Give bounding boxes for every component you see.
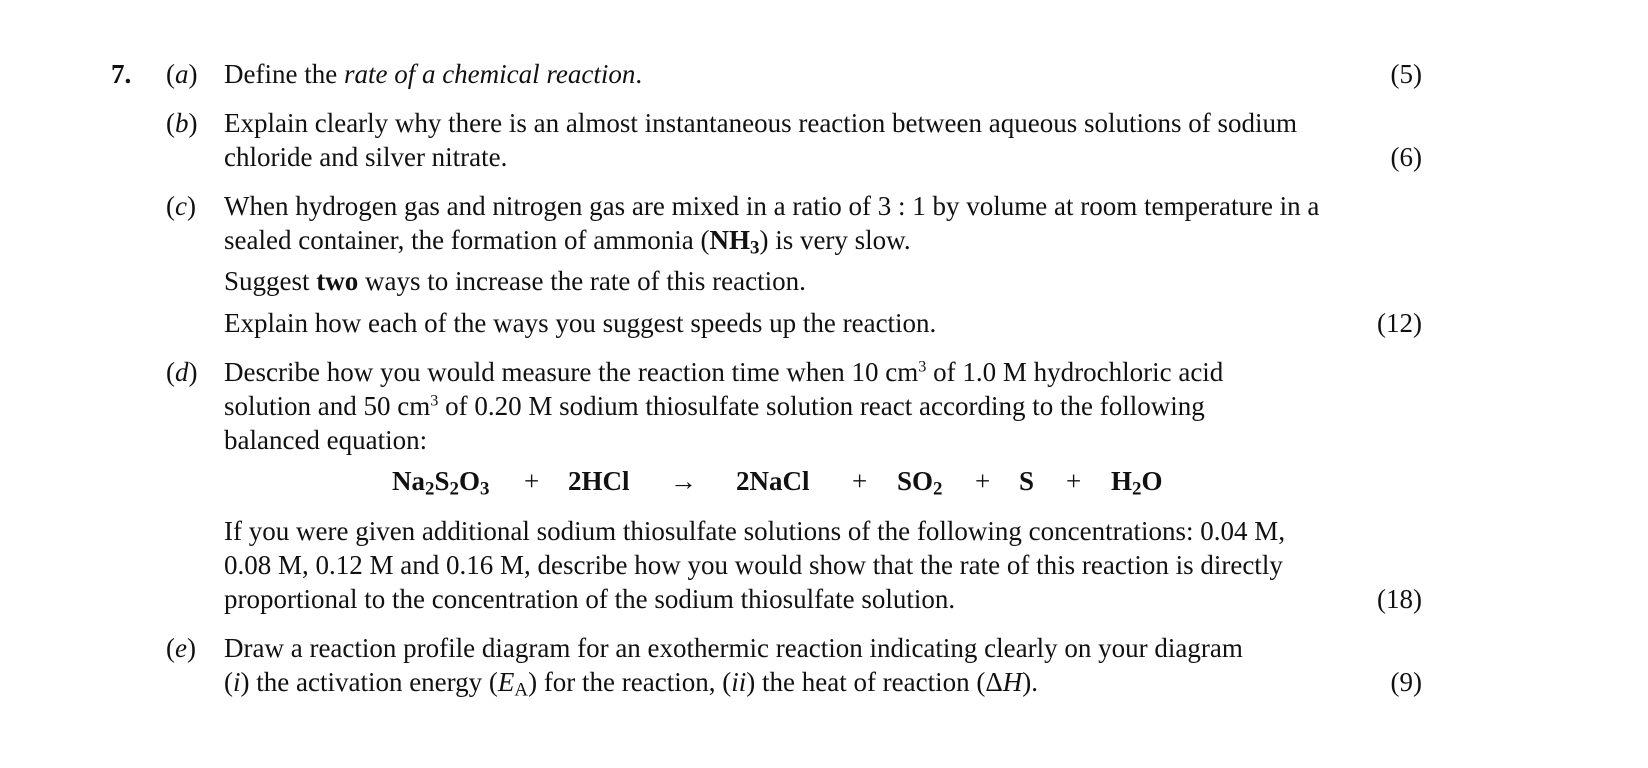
part-a-italic-term: rate of a chemical reaction bbox=[343, 59, 636, 89]
part-b-marks: (6) bbox=[1390, 142, 1422, 172]
part-c-line1: When hydrogen gas and nitrogen gas are mixed in a ratio of 3 : 1 by volume at room temperature in a bbox=[224, 191, 1320, 221]
part-b-line1: Explain clearly why there is an almost instantaneous reaction between aqueous solutions of sodium bbox=[224, 108, 1297, 138]
part-e-activation-sub: A bbox=[514, 679, 529, 701]
part-c-line2-suffix: ) is very slow. bbox=[759, 225, 911, 255]
part-d-line1-prefix: Describe how you would measure the reaction time when 10 cm bbox=[224, 357, 919, 387]
part-e-line2 bbox=[224, 667, 1038, 701]
part-e-p5: ). bbox=[1022, 667, 1038, 697]
ammonia-base: NH bbox=[709, 225, 750, 255]
part-c-line2-prefix: sealed container, the formation of ammonia ( bbox=[224, 225, 710, 255]
part-c-marks: (12) bbox=[1377, 308, 1422, 338]
part-e-roman-ii: ii bbox=[731, 667, 747, 697]
part-e-letter: e bbox=[175, 633, 187, 663]
part-d-label: (d) bbox=[166, 357, 198, 387]
part-e-p1: ( bbox=[224, 667, 233, 697]
part-e-p2: ) the activation energy ( bbox=[240, 667, 498, 697]
part-d-line2 bbox=[224, 393, 1205, 420]
ammonia-subscript: 3 bbox=[750, 237, 760, 259]
part-e-p3: ) for the reaction, ( bbox=[528, 667, 732, 697]
part-e-marks: (9) bbox=[1390, 667, 1422, 697]
eq-s: S bbox=[434, 466, 450, 496]
part-a-prefix: Define the bbox=[224, 59, 344, 89]
part-e-roman-i: i bbox=[233, 667, 241, 697]
eq-na-sub: 2 bbox=[425, 478, 435, 500]
part-a-suffix: . bbox=[635, 59, 643, 89]
part-c-line3-bold: two bbox=[316, 266, 359, 296]
part-d-line1-suffix: of 1.0 M hydrochloric acid bbox=[926, 357, 1224, 387]
part-a-text bbox=[224, 61, 642, 88]
equation-plus-2: + bbox=[852, 466, 868, 496]
part-d-line5: 0.08 M, 0.12 M and 0.16 M, describe how you would show that the rate of this reaction is directly bbox=[224, 550, 1283, 580]
part-d-letter: d bbox=[175, 357, 189, 387]
question-number: 7. bbox=[111, 59, 132, 89]
part-e-enthalpy-symbol: H bbox=[1002, 667, 1023, 697]
part-a-label: (a) bbox=[166, 59, 198, 89]
eq-h: H bbox=[1111, 466, 1133, 496]
eq-h2o-o: O bbox=[1141, 466, 1163, 496]
part-d-line6: proportional to the concentration of the sodium thiosulfate solution. bbox=[224, 584, 956, 614]
equation-plus-4: + bbox=[1066, 466, 1082, 496]
eq-o: O bbox=[458, 466, 480, 496]
part-c-label: (c) bbox=[166, 191, 196, 221]
part-a-marks: (5) bbox=[1390, 59, 1422, 89]
eq-so: SO bbox=[897, 466, 934, 496]
part-a-letter: a bbox=[175, 59, 189, 89]
part-c-line3 bbox=[224, 268, 806, 295]
eq-s-sub: 2 bbox=[449, 478, 459, 500]
equation-term-hcl: 2HCl bbox=[568, 466, 630, 496]
part-b-label: (b) bbox=[166, 108, 198, 138]
eq-na: Na bbox=[392, 466, 425, 496]
eq-o-sub: 3 bbox=[479, 478, 490, 500]
part-d-marks: (18) bbox=[1377, 584, 1422, 614]
eq-h-sub: 2 bbox=[1132, 478, 1142, 500]
part-d-line2-suffix: of 0.20 M sodium thiosulfate solution react according to the following bbox=[438, 391, 1205, 421]
part-c-line3-suffix: ways to increase the rate of this reaction. bbox=[358, 266, 806, 296]
equation-term-water bbox=[1111, 466, 1163, 500]
part-d-line4: If you were given additional sodium thiosulfate solutions of the following concentrations: 0.04 M, bbox=[224, 516, 1286, 546]
part-c-line4: Explain how each of the ways you suggest speeds up the reaction. bbox=[224, 308, 937, 338]
part-c-line3-prefix: Suggest bbox=[224, 266, 317, 296]
ammonia-formula bbox=[709, 225, 760, 259]
part-e-activation-symbol: E bbox=[497, 667, 515, 697]
equation-term-sodium-thiosulfate bbox=[392, 466, 490, 500]
part-d-line3: balanced equation: bbox=[224, 425, 428, 455]
equation-plus-1: + bbox=[524, 466, 540, 496]
part-b-line2: chloride and silver nitrate. bbox=[224, 142, 508, 172]
part-d-line2-prefix: solution and 50 cm bbox=[224, 391, 431, 421]
part-c-line2 bbox=[224, 225, 911, 259]
equation-plus-3: + bbox=[975, 466, 991, 496]
eq-so-sub: 2 bbox=[933, 478, 943, 500]
part-c-letter: c bbox=[175, 191, 187, 221]
part-b-letter: b bbox=[175, 108, 189, 138]
part-d-line2-sup: 3 bbox=[430, 391, 439, 410]
part-e-line1: Draw a reaction profile diagram for an exothermic reaction indicating clearly on your diagram bbox=[224, 633, 1243, 663]
part-d-line1 bbox=[224, 359, 1223, 386]
part-e-label: (e) bbox=[166, 633, 196, 663]
equation-term-sulfur: S bbox=[1019, 466, 1035, 496]
equation-term-nacl: 2NaCl bbox=[736, 466, 810, 496]
equation-term-so2 bbox=[897, 466, 943, 500]
equation-arrow: → bbox=[670, 466, 697, 496]
part-d-line1-sup: 3 bbox=[918, 357, 927, 376]
part-e-p4: ) the heat of reaction (Δ bbox=[746, 667, 1003, 697]
